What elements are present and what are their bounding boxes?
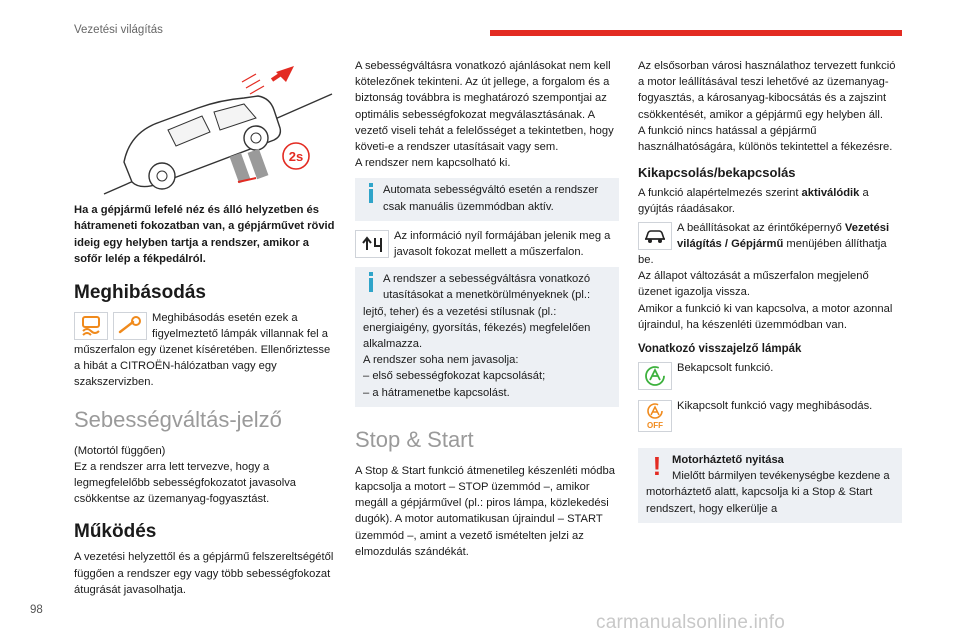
- info-automatic-text: Automata sebességváltó esetén a rendszer csak manuális üzemmódban aktív.: [383, 184, 599, 213]
- stop-start-off-icon: [638, 400, 672, 432]
- two-seconds-badge: 2s: [288, 149, 304, 164]
- screen-settings-block: [638, 220, 902, 269]
- car-settings-icon: [638, 222, 672, 250]
- column-3: [638, 58, 902, 533]
- deactivation-title: Kikapcsolás/bekapcsolás: [638, 165, 796, 181]
- failure-block: [74, 310, 336, 391]
- deactivation-text-bold: aktiválódik: [801, 187, 860, 200]
- screen-menu-path: Vezetési világítás / Gépjármű: [677, 221, 890, 250]
- info-system-behaviour: [355, 267, 619, 407]
- info-system-text: A rendszer a sebességváltásra vonatkozó utasításokat a menetkörülményeknek (pl.: lejtő, teher) és a vezetési stílusnak (pl.: energiaigény, gyorsítás, fékezés) megfelelően alkalmazza. A rendszer soha nem javasolja:: [363, 273, 591, 367]
- stop-start-title: Stop & Start: [355, 426, 474, 452]
- info-list-item: – első sebességfokozat kapcsolását;: [363, 370, 546, 383]
- gear-indicator-text: (Motortól függően) Ez a rendszer arra lett tervezve, hogy a legmegfelelőbb sebességfokozatot javasolva csökkentse az üzemanyag-fogyasztást.: [74, 444, 297, 506]
- info-automatic-gearbox: [355, 178, 619, 220]
- gear-recommendation-text: A sebességváltásra vonatkozó ajánlásokat nem kell kötelezőnek tekinteni. Az út jellege, a forgalom és a biztonság továbbra is meghatározó szempontjai az optimális sebességfokozat megválasztásának. A vezető viseli tehát a felelősséget a tekintetben, hogy követi-e a rendszer utasításait vagy sem. A rendszer nem kapcsolható ki.: [355, 60, 614, 170]
- hill-hold-text: Ha a gépjármű lefelé néz és álló helyzetben és hátrameneti fokozatban van, a gépjárművet rövid ideig egy helyben tartja a rendszer, amikor a sofőr lelép a fékpedálról.: [74, 204, 335, 266]
- info-list-item: – a hátramenetbe kapcsolást.: [363, 386, 510, 399]
- lamp-on-text: Bekapcsolt funkció.: [677, 362, 774, 375]
- deactivation-text-post: a gyújtás ráadásakor.: [638, 187, 869, 216]
- warning-text: Mielőtt bármilyen tevékenységbe kezdene a motorháztető alatt, kapcsolja ki a Stop & Start rendszert, hogy elkerülje a: [646, 470, 890, 515]
- header-section-title: Vezetési világítás: [74, 24, 163, 36]
- stability-warning-icon: [74, 312, 108, 340]
- stop-start-purpose-text: Az elsősorban városi használathoz tervezett funkció a motor leállításával teszi lehetővé az üzemanyag-fogyasztás, a károsanyag-kibocsátás és a zajszint csökkentését, amikor a gépjármű egy helyben áll. A funkció nincs hatással a gépjármű használhatóságára, különös tekintettel a fékezésre.: [638, 60, 896, 154]
- gear-arrow-icon: [355, 230, 389, 258]
- lamp-off-text: Kikapcsolt funkció vagy meghibásodás.: [677, 400, 873, 413]
- gear-indicator-title: Sebességváltás-jelző: [74, 406, 282, 432]
- arrow-note-text: Az információ nyíl formájában jelenik meg a javasolt fokozat mellett a műszerfalon.: [394, 229, 611, 259]
- screen-text-post: menüjében állíthatja be.: [638, 237, 887, 267]
- stop-start-on-icon: [638, 362, 672, 390]
- warning-exclamation-icon: !: [652, 451, 662, 482]
- deactivation-default-text: [638, 185, 902, 217]
- operation-title: Működés: [74, 521, 157, 543]
- screen-text-pre: A beállításokat az érintőképernyő: [677, 221, 845, 234]
- column-1: [74, 58, 336, 598]
- info-icon: [363, 183, 379, 205]
- deactivation-text-pre: A funkció alapértelmezés szerint: [638, 187, 802, 200]
- lamp-off-row: [638, 398, 902, 434]
- operation-text: A vezetési helyzettől és a gépjármű felszereltségétől függően a rendszer egy vagy több sebességfokozat átugrását javasolhatja.: [74, 551, 334, 596]
- status-change-text: Az állapot változását a műszerfalon megjelenő üzenet igazolja vissza. Amikor a funkció ki van kapcsolva, a motor azonnal újraindul, ha készenléti üzemmódban van.: [638, 270, 893, 331]
- failure-text: Meghibásodás esetén ezek a figyelmeztető lámpák villannak fel a műszerfalon egy üzenet kíséretében. Ellenőriztesse a hibát a CITROËN-hálózatban vagy egy szakszervizben.: [74, 311, 331, 389]
- warning-bonnet-box: [638, 448, 902, 523]
- service-wrench-icon: [113, 312, 147, 340]
- car-downhill-brake-illustration: [74, 58, 336, 200]
- page-number: 98: [30, 604, 43, 616]
- indicator-lamps-title: Vonatkozó visszajelző lámpák: [638, 343, 802, 356]
- header-accent-bar: [490, 30, 902, 36]
- warning-title: Motorháztető nyitása: [672, 454, 784, 467]
- watermark: carmanualsonline.info: [596, 612, 786, 633]
- lamp-on-row: [638, 360, 902, 392]
- column-2: [355, 58, 619, 560]
- stop-start-text: A Stop & Start funkció átmenetileg készenléti módba kapcsolja a motort – STOP üzemmód –, amikor megáll a gépjárművel (pl.: piros lámpa, közlekedési dugók). A motor automatikusan újraindul – START üzemmód –, amint a vezető ismételten jelzi az elmozdulás szándékát.: [355, 464, 615, 558]
- arrow-note-block: [355, 228, 619, 260]
- info-icon: [363, 272, 379, 294]
- failure-title: Meghibásodás: [74, 281, 206, 303]
- off-label: OFF: [647, 421, 663, 431]
